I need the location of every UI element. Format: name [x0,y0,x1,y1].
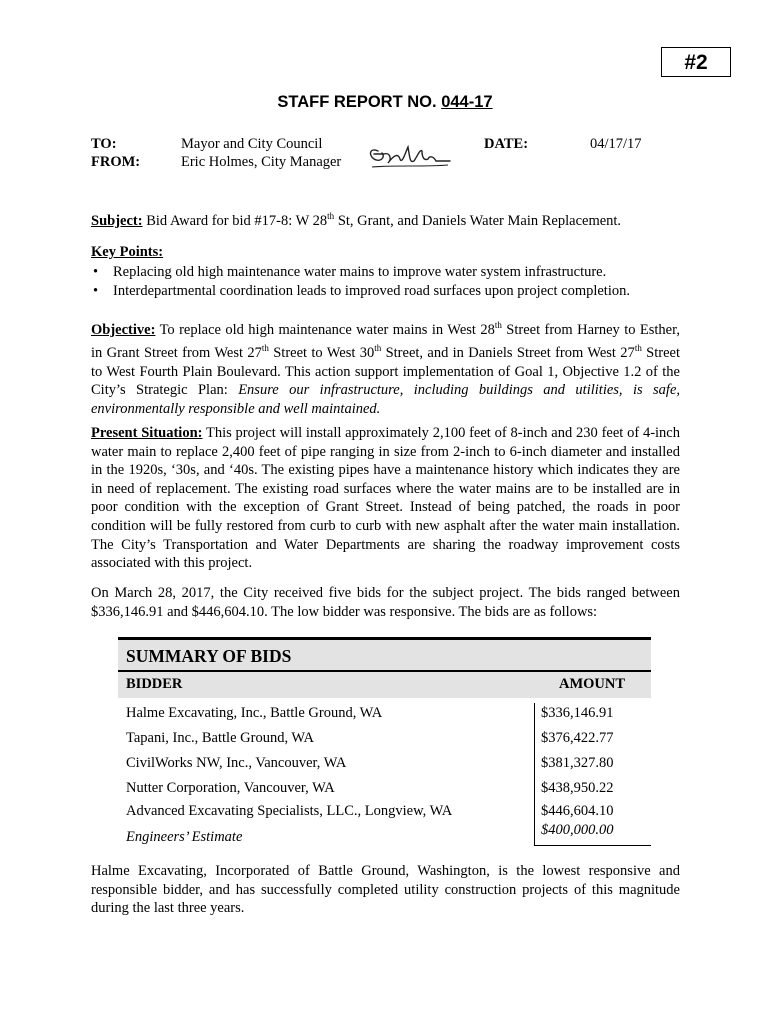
estimate-bottom-rule [534,845,651,846]
objective-paragraph [91,316,680,419]
objective-sup: th [634,343,642,354]
table-row [118,801,651,822]
present-situation-paragraph [91,424,680,573]
subject-sup: th [327,211,335,221]
objective-text: Street to West 30 [268,345,375,362]
table-row [118,701,651,726]
bid-amount: $336,146.91 [541,705,614,721]
objective-sup: th [261,343,269,354]
column-divider [534,703,535,846]
date-value: 04/17/17 [590,136,642,152]
key-points-list [91,263,680,301]
table-header-row [118,672,651,698]
key-point-item: • Interdepartmental coordination leads to improved road surfaces upon project completion. [91,282,680,301]
key-point-item: • Replacing old high maintenance water mains to improve water system infrastructure. [91,263,680,282]
objective-label: Objective: [91,321,156,338]
report-title-prefix: STAFF REPORT NO. [277,93,442,111]
table-row [118,776,651,801]
bidder-name: Advanced Excavating Specialists, LLC., Longview, WA [126,803,453,819]
to-label: TO: [91,136,117,152]
subject-line [91,207,680,230]
agenda-item-number: #2 [661,47,731,77]
conclusion-paragraph: Halme Excavating, Incorporated of Battle Ground, Washington, is the lowest responsive and responsible bidder, and has successfully completed utility construction projects of this magnitude during the last three years. [91,863,680,917]
objective-text: Street to West Fourth Plain Boulevard. This action support implementation of Goal 1, Objective 1.2 of the City’s Strategic Plan: [91,345,680,399]
estimate-amount: $400,000.00 [541,822,614,838]
bidder-name: CivilWorks NW, Inc., Vancouver, WA [126,755,347,771]
estimate-row [118,822,651,847]
estimate-label: Engineers’ Estimate [126,829,243,845]
present-situation-text: This project will install approximately 2,100 feet of 8-inch and 230 feet of 4-inch water main to replace 2,400 feet of pipe ranging in size from 2-inch to 6-inch diameter and installed in the 1920s, ‘30s, and ‘40s. The existing pipes have a maintenance history which indicates they are in need of replacement. The existing road surfaces where the water mains are to be installed are in poor condition with the exception of Grant Street. Instead of being patched, the roads in poor condition will be fully restored from curb to curb with new asphalt after the water main installation. The City’s Transportation and Water Departments are sharing the roadway improvement costs associated with this project. [91,425,680,572]
subject-label: Subject: [91,212,143,229]
key-points-label: Key Points: [91,244,164,260]
bidder-name: Halme Excavating, Inc., Battle Ground, WA [126,705,383,721]
signature-image [364,137,452,173]
bid-amount: $376,422.77 [541,730,614,746]
bid-amount: $438,950.22 [541,780,614,796]
bids-intro-paragraph: On March 28, 2017, the City received five bids for the subject project. The bids ranged between $336,146.91 and $446,604.10. The low bidder was responsive. The bids are as follows: [91,585,680,620]
present-situation-label: Present Situation: [91,425,203,441]
bid-amount: $446,604.10 [541,803,614,819]
table-row [118,726,651,751]
bids-summary-table [118,637,651,847]
to-value: Mayor and City Council [181,136,323,152]
objective-sup: th [494,320,502,330]
objective-sup: th [374,343,382,354]
bidder-name: Tapani, Inc., Battle Ground, WA [126,730,314,746]
subject-text-a: Bid Award for bid #17-8: W 28 [142,212,328,229]
subject-text-b: St, Grant, and Daniels Water Main Replacement. [334,212,622,229]
from-value: Eric Holmes, City Manager [181,154,342,170]
objective-text: Street, and in Daniels Street from West 27 [381,345,635,362]
table-row [118,751,651,776]
strategic-plan-quote: Ensure our infrastructure, including buildings and utilities, is safe, environmentally responsible and well maintained. [91,382,681,418]
report-title [0,93,770,112]
bidder-name: Nutter Corporation, Vancouver, WA [126,780,335,796]
objective-text: To replace old high maintenance water mains in West 28 [155,321,495,338]
report-number: 044-17 [441,93,493,111]
key-points-section [91,243,680,301]
bidder-column-header: BIDDER [126,676,183,692]
table-title: SUMMARY OF BIDS [118,640,651,670]
bid-amount: $381,327.80 [541,755,614,771]
from-label: FROM: [91,154,141,170]
objective-text: Street from Harney to Esther, in Grant Street from West 27 [91,321,680,362]
date-label: DATE: [484,136,529,152]
amount-column-header: AMOUNT [559,676,626,692]
